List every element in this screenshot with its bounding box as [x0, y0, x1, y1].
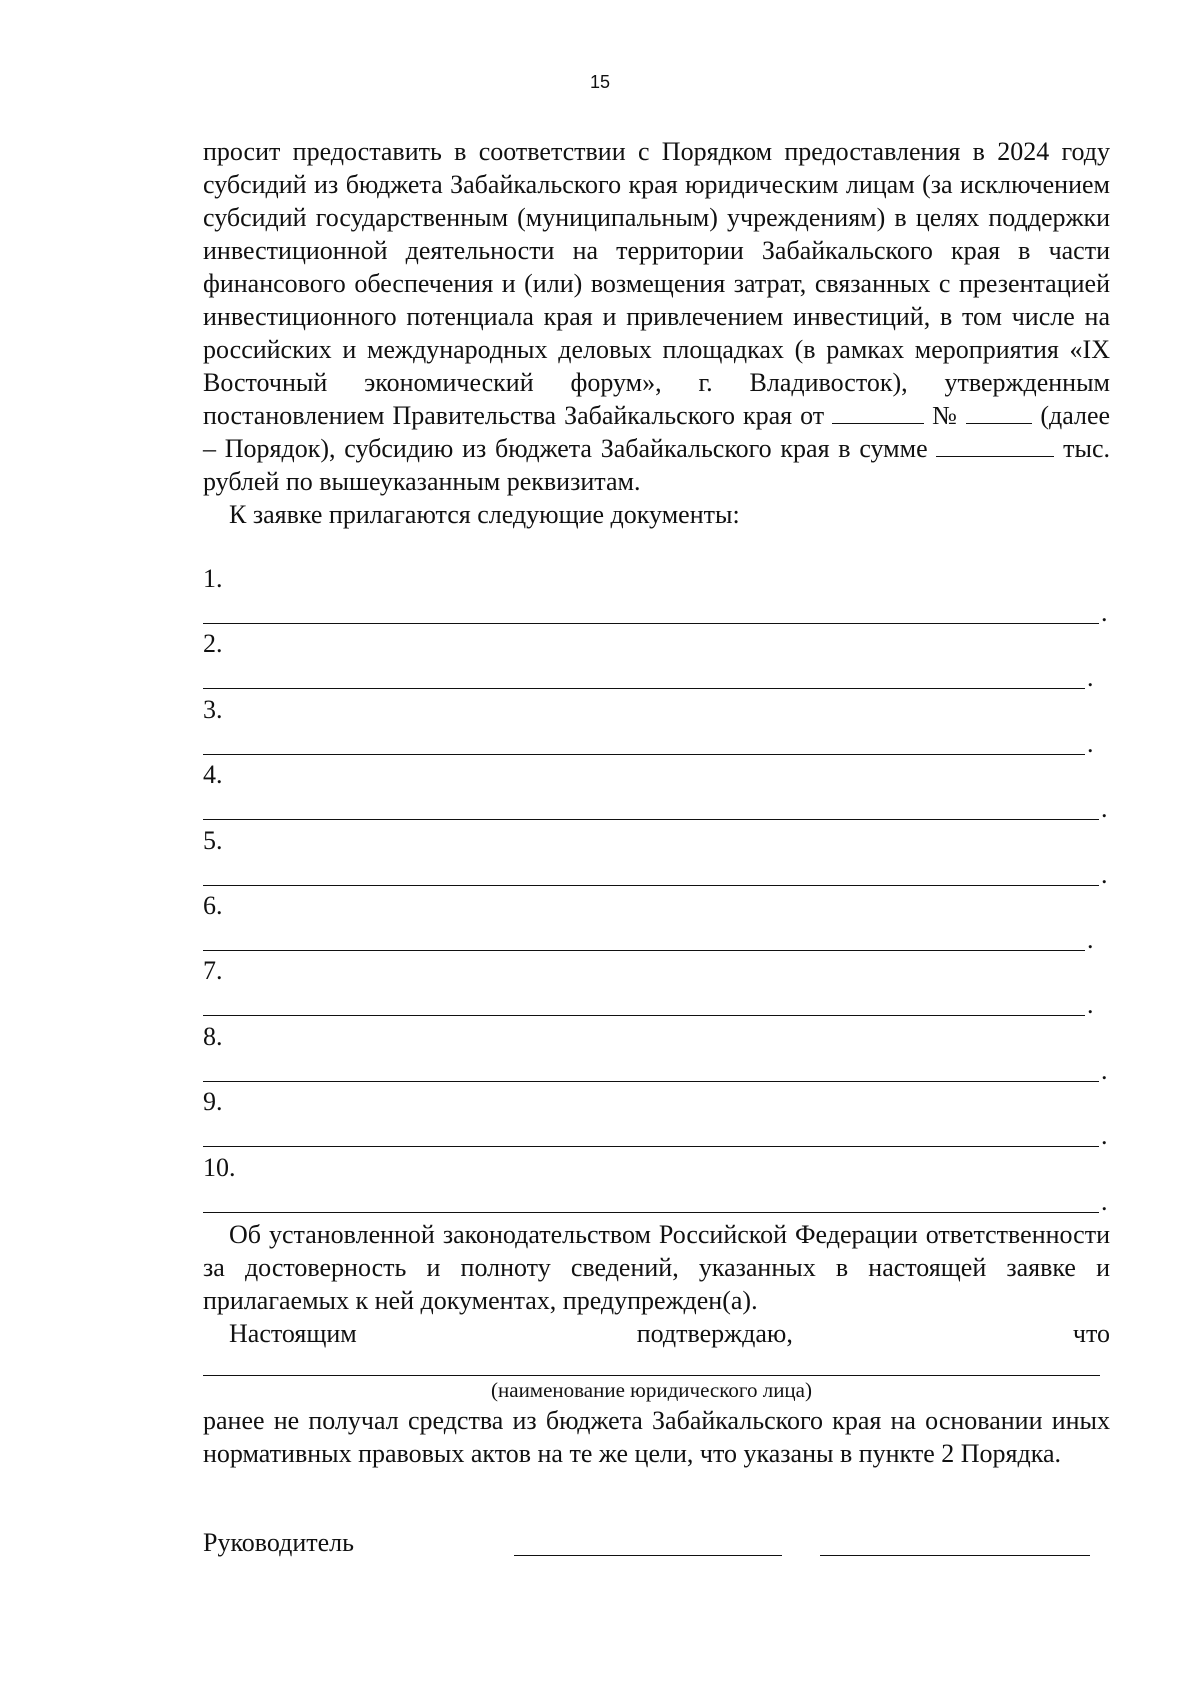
list-item	[203, 1151, 1110, 1216]
liability-text: Об установленной законодательством Российской Федерации ответственности за достоверность и полноту сведений, указанных в настоящей заявке и прилагаемых к ней документах, предупрежден(а).	[203, 1220, 1110, 1315]
confirm-text: ранее не получал средства из бюджета Забайкальского края на основании иных нормативных правовых актов на те же цели, что указаны в пункте 2 Порядка.	[203, 1406, 1110, 1468]
list-item-dot: .	[1101, 1055, 1108, 1085]
list-item-number: 9.	[203, 1087, 223, 1117]
list-item-dot: .	[1101, 859, 1108, 889]
list-item-line	[203, 688, 1085, 689]
list-item-line	[203, 1081, 1099, 1082]
list-item-dot: .	[1087, 728, 1094, 758]
list-item-line	[203, 623, 1099, 624]
entity-name-caption: (наименование юридического лица)	[491, 1378, 812, 1402]
number-sign: №	[932, 401, 959, 430]
list-item-dot: .	[1101, 1186, 1108, 1216]
decree-date-blank	[832, 401, 924, 424]
list-item	[203, 954, 1110, 1019]
confirm-word-2: подтверждаю,	[636, 1319, 793, 1348]
list-item-line	[203, 885, 1099, 886]
list-item-dot: .	[1087, 663, 1094, 693]
signer-name-line	[820, 1555, 1090, 1556]
list-item	[203, 562, 1110, 627]
list-item-number: 3.	[203, 694, 223, 724]
list-item-line	[203, 1146, 1099, 1147]
list-item-number: 2.	[203, 629, 223, 659]
list-item-number: 10.	[203, 1152, 236, 1182]
attachments-list	[203, 562, 1110, 1216]
list-item	[203, 1020, 1110, 1085]
signature-line	[514, 1555, 782, 1556]
list-item-line	[203, 1212, 1099, 1213]
confirm-paragraph	[203, 1404, 1110, 1470]
list-item-dot: .	[1087, 990, 1094, 1020]
request-text-part3: тыс. рублей по вышеуказанным реквизитам.	[203, 434, 1110, 496]
list-item-line	[203, 754, 1085, 755]
list-item-dot: .	[1087, 924, 1094, 954]
request-text-part1: просит предоставить в соответствии с Порядком предоставления в 2024 году субсидий из бюджета Забайкальского края юридическим лицам (за исключением субсидий государственным (муниципальным) учреждениям) в целях поддержки инвестиционной деятельности на территории Забайкальского края в части финансового обеспечения и (или) возмещения затрат, связанных с презентацией инвестиционного потенциала края и привлечением инвестиций, в том числе на российских и международных деловых площадках (в рамках мероприятия «IX Восточный экономический форум», г. Владивосток), утвержденным постановлением Правительства Забайкальского края от	[203, 137, 1110, 430]
confirm-word-1: Настоящим	[229, 1319, 357, 1348]
list-item-dot: .	[1101, 598, 1108, 627]
request-text-part2: (далее – Порядок), субсидию из бюджета Забайкальского края в сумме	[203, 401, 1111, 463]
entity-name-line	[203, 1375, 1100, 1376]
list-item-line	[203, 950, 1085, 951]
list-item-number: 1.	[203, 564, 223, 593]
list-item-dot: .	[1101, 794, 1108, 824]
list-item-number: 4.	[203, 760, 223, 790]
list-item-dot: .	[1101, 1121, 1108, 1151]
request-paragraph	[203, 135, 1110, 531]
liability-block	[203, 1218, 1110, 1350]
signer-label: Руководитель	[203, 1528, 354, 1557]
list-item	[203, 693, 1110, 758]
confirm-line	[203, 1317, 1110, 1350]
list-item-number: 5.	[203, 825, 223, 855]
list-item-line	[203, 819, 1099, 820]
list-item-number: 6.	[203, 890, 223, 920]
amount-blank	[936, 434, 1054, 457]
request-text	[203, 135, 1110, 498]
list-item-number: 8.	[203, 1021, 223, 1051]
list-item	[203, 824, 1110, 889]
page-number: 15	[589, 72, 611, 92]
confirm-word-3: что	[1072, 1319, 1110, 1348]
list-item	[203, 1085, 1110, 1150]
list-item	[203, 758, 1110, 823]
attachments-heading: К заявке прилагаются следующие документы:	[229, 500, 740, 529]
list-item-number: 7.	[203, 956, 223, 986]
list-item	[203, 889, 1110, 954]
decree-number-blank	[966, 401, 1032, 424]
list-item	[203, 627, 1110, 692]
list-item-line	[203, 1015, 1085, 1016]
